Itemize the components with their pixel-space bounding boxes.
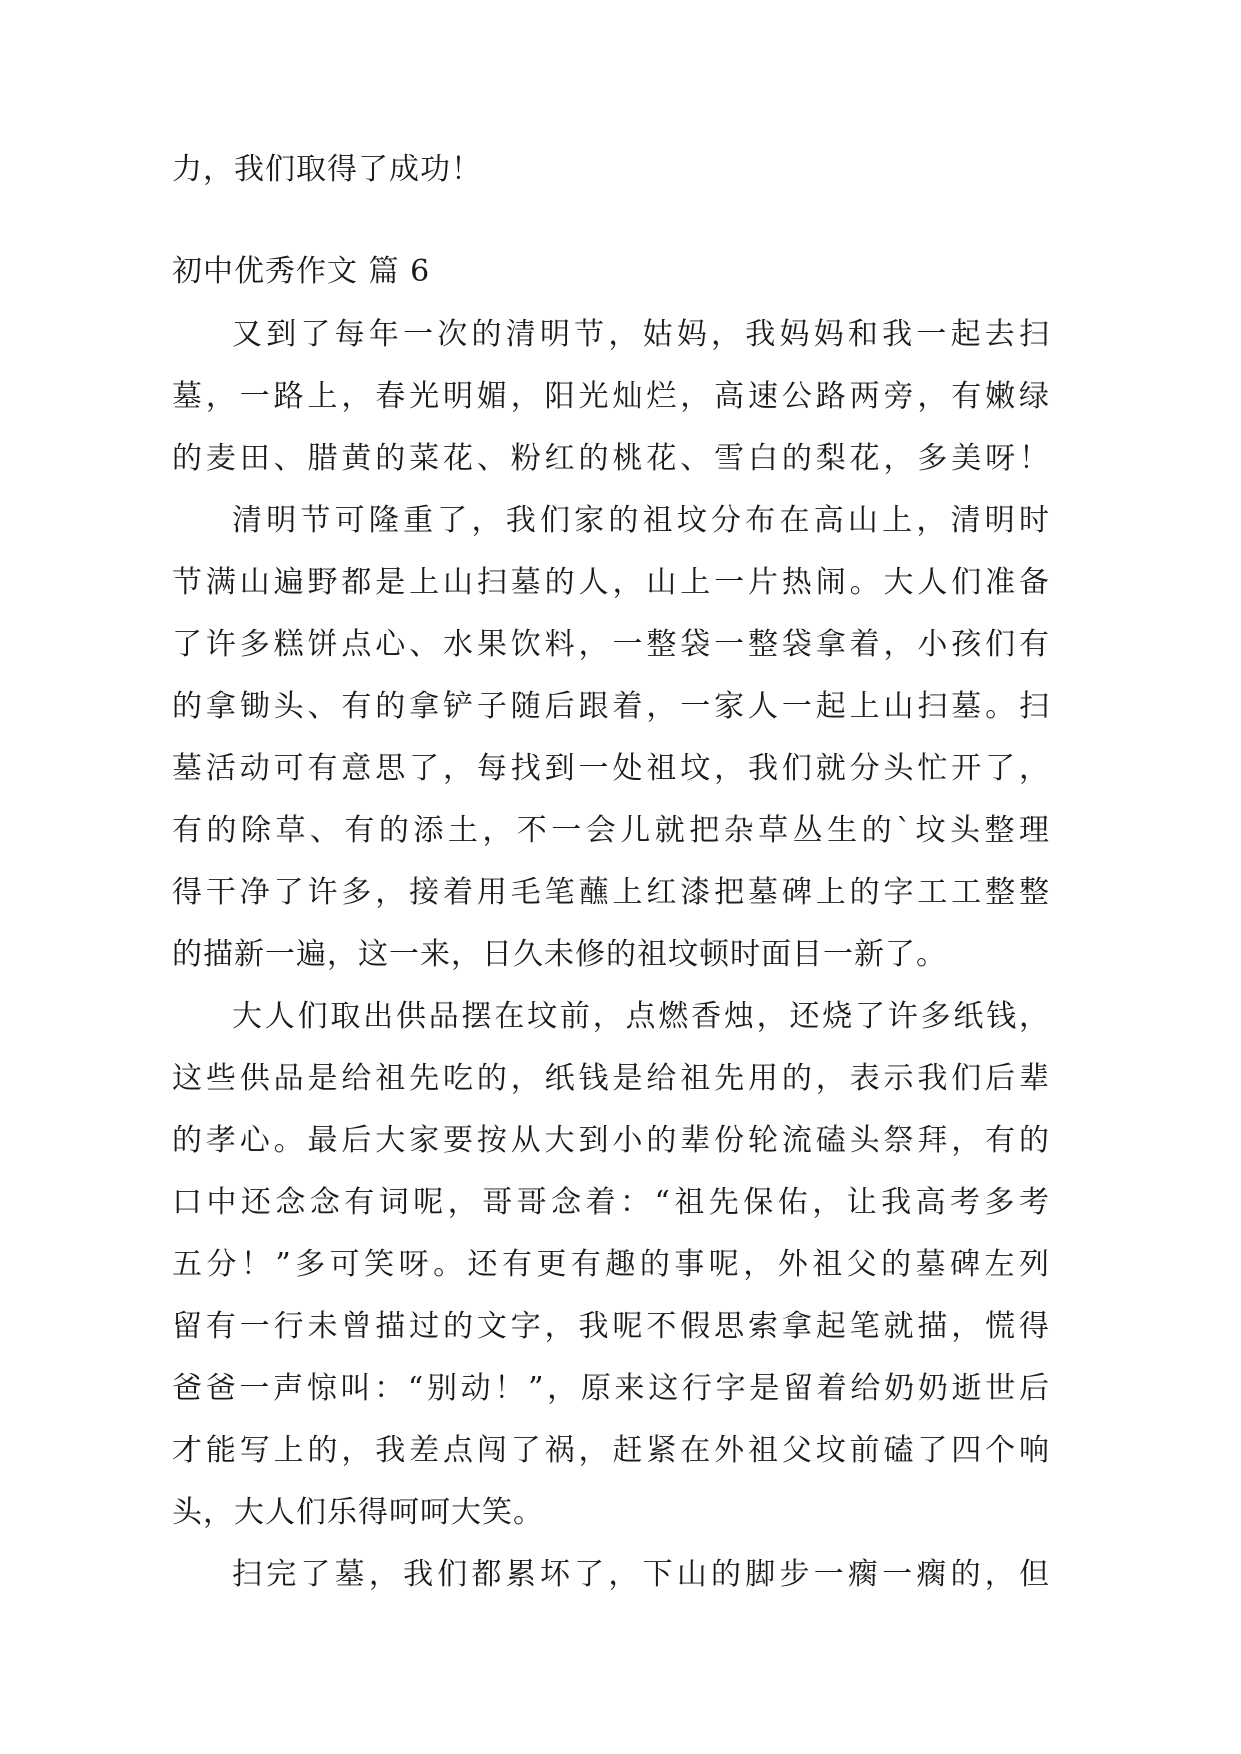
text-line: 头，大人们乐得呵呵大笑。 [172, 1495, 544, 1530]
text-line: 的描新一遍，这一来，日久未修的祖坟顿时面目一新了。 [172, 937, 947, 972]
text-line: 墓活动可有意思了，每找到一处祖坟，我们就分头忙开了， [172, 751, 1050, 786]
text-line: 节满山遍野都是上山扫墓的人，山上一片热闹。大人们准备 [172, 565, 1050, 600]
text-line: 大人们取出供品摆在坟前，点燃香烛，还烧了许多纸钱， [232, 999, 1050, 1034]
text-line: 墓，一路上，春光明媚，阳光灿烂，高速公路两旁，有嫩绿 [172, 379, 1050, 414]
paragraph-2 [172, 490, 1050, 986]
text-line: 的拿锄头、有的拿铲子随后跟着，一家人一起上山扫墓。扫 [172, 689, 1050, 724]
text-line: 的麦田、腊黄的菜花、粉红的桃花、雪白的梨花，多美呀！ [172, 441, 1050, 476]
text-line: 才能写上的，我差点闯了祸，赶紧在外祖父坟前磕了四个响 [172, 1433, 1050, 1468]
text-line: 五分！”多可笑呀。还有更有趣的事呢，外祖父的墓碑左列 [172, 1247, 1050, 1282]
document-body [172, 304, 1050, 1606]
text-line: 这些供品是给祖先吃的，纸钱是给祖先用的，表示我们后辈 [172, 1061, 1050, 1096]
text-line: 有的除草、有的添土，不一会儿就把杂草丛生的`坟头整理 [172, 813, 1050, 848]
text-line: 爸爸一声惊叫：“别动！”，原来这行字是留着给奶奶逝世后 [172, 1371, 1050, 1406]
text-line: 清明节可隆重了，我们家的祖坟分布在高山上，清明时 [232, 503, 1050, 538]
paragraph-4 [172, 1544, 1050, 1606]
paragraph-3 [172, 986, 1050, 1544]
text-line: 留有一行未曾描过的文字，我呢不假思索拿起笔就描，慌得 [172, 1309, 1050, 1344]
text-line: 口中还念念有词呢，哥哥念着：“祖先保佑，让我高考多考 [172, 1185, 1050, 1220]
text-line: 又到了每年一次的清明节，姑妈，我妈妈和我一起去扫 [232, 317, 1050, 352]
text-line: 了许多糕饼点心、水果饮料，一整袋一整袋拿着，小孩们有 [172, 627, 1050, 662]
continuation-line: 力，我们取得了成功！ [172, 152, 482, 187]
section-heading: 初中优秀作文 篇 6 [172, 254, 431, 289]
paragraph-1 [172, 304, 1050, 490]
text-line: 扫完了墓，我们都累坏了，下山的脚步一瘸一瘸的，但 [232, 1557, 1050, 1592]
text-line: 得干净了许多，接着用毛笔蘸上红漆把墓碑上的字工工整整 [172, 875, 1050, 910]
text-line: 的孝心。最后大家要按从大到小的辈份轮流磕头祭拜，有的 [172, 1123, 1050, 1158]
